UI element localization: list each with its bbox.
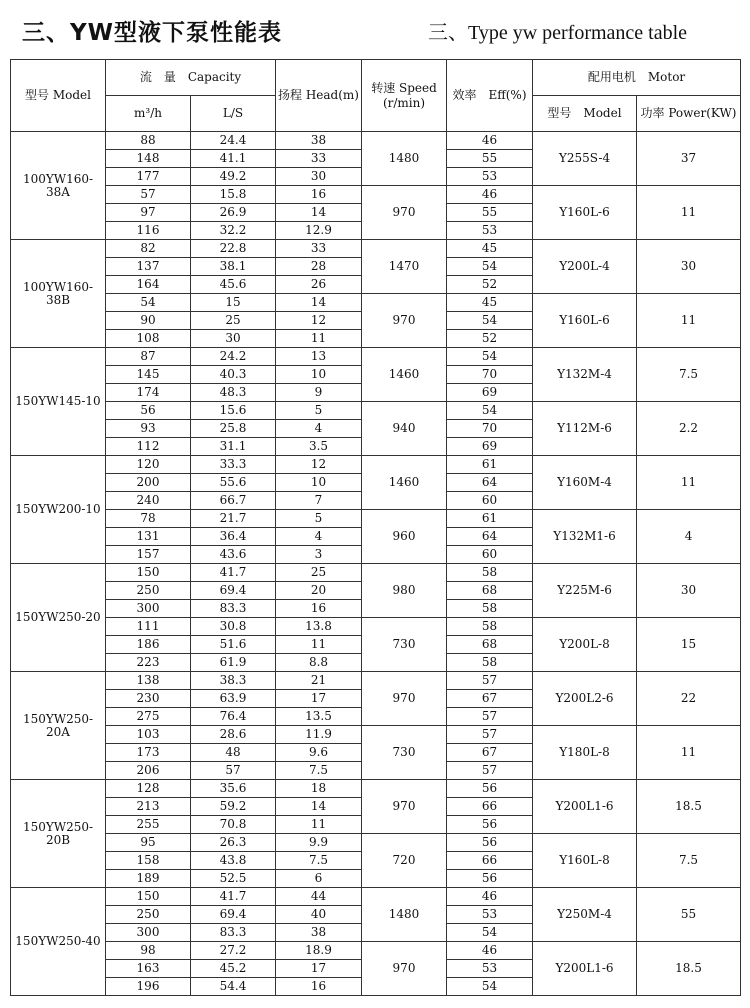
head-cell: 16 [276, 978, 362, 996]
efficiency-cell: 66 [447, 798, 533, 816]
efficiency-cell: 46 [447, 942, 533, 960]
efficiency-cell: 67 [447, 744, 533, 762]
flow-m3h-cell: 120 [106, 456, 191, 474]
flow-m3h-cell: 78 [106, 510, 191, 528]
speed-cell: 1480 [362, 132, 447, 186]
efficiency-cell: 46 [447, 186, 533, 204]
speed-cell: 730 [362, 618, 447, 672]
speed-cell: 730 [362, 726, 447, 780]
motor-model-cell: Y255S-4 [533, 132, 637, 186]
head-cell: 38 [276, 132, 362, 150]
efficiency-cell: 67 [447, 690, 533, 708]
flow-m3h-cell: 108 [106, 330, 191, 348]
speed-cell: 970 [362, 186, 447, 240]
motor-model-cell: Y180L-8 [533, 726, 637, 780]
flow-m3h-cell: 250 [106, 906, 191, 924]
model-cell: 100YW160-38B [11, 240, 106, 348]
efficiency-cell: 53 [447, 222, 533, 240]
flow-m3h-cell: 148 [106, 150, 191, 168]
table-row [11, 132, 741, 150]
table-row [11, 834, 741, 852]
efficiency-cell: 54 [447, 402, 533, 420]
flow-ls-cell: 38.1 [191, 258, 276, 276]
flow-m3h-cell: 250 [106, 582, 191, 600]
head-cell: 9 [276, 384, 362, 402]
motor-power-cell: 11 [637, 456, 741, 510]
efficiency-cell: 70 [447, 366, 533, 384]
head-cell: 44 [276, 888, 362, 906]
flow-m3h-cell: 54 [106, 294, 191, 312]
table-body [11, 132, 741, 996]
flow-ls-cell: 26.9 [191, 204, 276, 222]
flow-ls-cell: 48.3 [191, 384, 276, 402]
head-cell: 25 [276, 564, 362, 582]
flow-ls-cell: 26.3 [191, 834, 276, 852]
head-cell: 14 [276, 294, 362, 312]
flow-m3h-cell: 240 [106, 492, 191, 510]
flow-m3h-cell: 189 [106, 870, 191, 888]
flow-ls-cell: 25 [191, 312, 276, 330]
head-cell: 8.8 [276, 654, 362, 672]
header-efficiency: 效率 Eff(%) [447, 60, 533, 132]
speed-cell: 980 [362, 564, 447, 618]
flow-ls-cell: 15.8 [191, 186, 276, 204]
flow-m3h-cell: 145 [106, 366, 191, 384]
table-row [11, 402, 741, 420]
flow-m3h-cell: 173 [106, 744, 191, 762]
header-ls: L/S [191, 96, 276, 132]
flow-m3h-cell: 206 [106, 762, 191, 780]
flow-ls-cell: 33.3 [191, 456, 276, 474]
efficiency-cell: 68 [447, 582, 533, 600]
table-row [11, 294, 741, 312]
motor-model-cell: Y200L1-6 [533, 942, 637, 996]
motor-model-cell: Y132M-4 [533, 348, 637, 402]
flow-m3h-cell: 158 [106, 852, 191, 870]
motor-power-cell: 30 [637, 240, 741, 294]
flow-ls-cell: 22.8 [191, 240, 276, 258]
head-cell: 40 [276, 906, 362, 924]
motor-power-cell: 15 [637, 618, 741, 672]
flow-m3h-cell: 164 [106, 276, 191, 294]
flow-m3h-cell: 275 [106, 708, 191, 726]
motor-model-cell: Y200L-8 [533, 618, 637, 672]
header-capacity: 流 量 Capacity [106, 60, 276, 96]
flow-ls-cell: 38.3 [191, 672, 276, 690]
flow-m3h-cell: 300 [106, 924, 191, 942]
flow-ls-cell: 36.4 [191, 528, 276, 546]
motor-power-cell: 22 [637, 672, 741, 726]
flow-m3h-cell: 95 [106, 834, 191, 852]
efficiency-cell: 58 [447, 654, 533, 672]
head-cell: 11 [276, 816, 362, 834]
motor-power-cell: 11 [637, 186, 741, 240]
flow-ls-cell: 15 [191, 294, 276, 312]
flow-m3h-cell: 300 [106, 600, 191, 618]
head-cell: 11 [276, 330, 362, 348]
motor-model-cell: Y200L2-6 [533, 672, 637, 726]
flow-m3h-cell: 150 [106, 564, 191, 582]
model-cell: 100YW160-38A [11, 132, 106, 240]
flow-m3h-cell: 137 [106, 258, 191, 276]
flow-m3h-cell: 163 [106, 960, 191, 978]
speed-cell: 720 [362, 834, 447, 888]
efficiency-cell: 69 [447, 384, 533, 402]
flow-ls-cell: 30 [191, 330, 276, 348]
efficiency-cell: 64 [447, 474, 533, 492]
flow-ls-cell: 41.7 [191, 888, 276, 906]
flow-m3h-cell: 88 [106, 132, 191, 150]
motor-power-cell: 7.5 [637, 834, 741, 888]
model-cell: 150YW250-20B [11, 780, 106, 888]
head-cell: 14 [276, 204, 362, 222]
efficiency-cell: 52 [447, 330, 533, 348]
flow-m3h-cell: 177 [106, 168, 191, 186]
head-cell: 33 [276, 240, 362, 258]
head-cell: 12 [276, 456, 362, 474]
motor-model-cell: Y200L-4 [533, 240, 637, 294]
flow-ls-cell: 45.2 [191, 960, 276, 978]
efficiency-cell: 70 [447, 420, 533, 438]
flow-ls-cell: 49.2 [191, 168, 276, 186]
performance-table [10, 59, 741, 996]
flow-ls-cell: 48 [191, 744, 276, 762]
table-row [11, 618, 741, 636]
motor-power-cell: 18.5 [637, 942, 741, 996]
flow-ls-cell: 57 [191, 762, 276, 780]
efficiency-cell: 54 [447, 312, 533, 330]
model-cell: 150YW250-40 [11, 888, 106, 996]
efficiency-cell: 53 [447, 906, 533, 924]
motor-power-cell: 7.5 [637, 348, 741, 402]
head-cell: 30 [276, 168, 362, 186]
model-cell: 150YW250-20 [11, 564, 106, 672]
motor-model-cell: Y160L-6 [533, 186, 637, 240]
flow-m3h-cell: 103 [106, 726, 191, 744]
table-row [11, 564, 741, 582]
efficiency-cell: 52 [447, 276, 533, 294]
flow-m3h-cell: 97 [106, 204, 191, 222]
flow-m3h-cell: 56 [106, 402, 191, 420]
flow-ls-cell: 52.5 [191, 870, 276, 888]
flow-ls-cell: 21.7 [191, 510, 276, 528]
motor-model-cell: Y112M-6 [533, 402, 637, 456]
header-motor: 配用电机 Motor [533, 60, 741, 96]
efficiency-cell: 56 [447, 780, 533, 798]
flow-m3h-cell: 111 [106, 618, 191, 636]
flow-m3h-cell: 230 [106, 690, 191, 708]
flow-ls-cell: 69.4 [191, 906, 276, 924]
flow-ls-cell: 59.2 [191, 798, 276, 816]
efficiency-cell: 60 [447, 546, 533, 564]
efficiency-cell: 68 [447, 636, 533, 654]
head-cell: 3 [276, 546, 362, 564]
flow-ls-cell: 45.6 [191, 276, 276, 294]
head-cell: 38 [276, 924, 362, 942]
head-cell: 12.9 [276, 222, 362, 240]
head-cell: 14 [276, 798, 362, 816]
flow-m3h-cell: 157 [106, 546, 191, 564]
flow-ls-cell: 40.3 [191, 366, 276, 384]
efficiency-cell: 57 [447, 708, 533, 726]
flow-m3h-cell: 196 [106, 978, 191, 996]
speed-cell: 1460 [362, 348, 447, 402]
head-cell: 13.5 [276, 708, 362, 726]
motor-power-cell: 11 [637, 726, 741, 780]
efficiency-cell: 69 [447, 438, 533, 456]
head-cell: 18 [276, 780, 362, 798]
motor-power-cell: 37 [637, 132, 741, 186]
flow-ls-cell: 43.8 [191, 852, 276, 870]
efficiency-cell: 54 [447, 348, 533, 366]
flow-ls-cell: 15.6 [191, 402, 276, 420]
flow-m3h-cell: 200 [106, 474, 191, 492]
flow-ls-cell: 70.8 [191, 816, 276, 834]
motor-power-cell: 18.5 [637, 780, 741, 834]
motor-power-cell: 4 [637, 510, 741, 564]
flow-ls-cell: 83.3 [191, 924, 276, 942]
flow-m3h-cell: 98 [106, 942, 191, 960]
speed-cell: 940 [362, 402, 447, 456]
motor-model-cell: Y160L-6 [533, 294, 637, 348]
flow-ls-cell: 30.8 [191, 618, 276, 636]
speed-cell: 970 [362, 672, 447, 726]
efficiency-cell: 57 [447, 672, 533, 690]
model-cell: 150YW145-10 [11, 348, 106, 456]
header-speed: 转速 Speed (r/min) [362, 60, 447, 132]
table-row [11, 942, 741, 960]
head-cell: 21 [276, 672, 362, 690]
flow-ls-cell: 25.8 [191, 420, 276, 438]
motor-power-cell: 11 [637, 294, 741, 348]
flow-ls-cell: 69.4 [191, 582, 276, 600]
head-cell: 11 [276, 636, 362, 654]
efficiency-cell: 46 [447, 132, 533, 150]
head-cell: 11.9 [276, 726, 362, 744]
header-motor-model: 型号 Model [533, 96, 637, 132]
motor-model-cell: Y225M-6 [533, 564, 637, 618]
flow-m3h-cell: 213 [106, 798, 191, 816]
head-cell: 7.5 [276, 852, 362, 870]
head-cell: 7.5 [276, 762, 362, 780]
table-row [11, 240, 741, 258]
efficiency-cell: 61 [447, 510, 533, 528]
table-row [11, 186, 741, 204]
efficiency-cell: 46 [447, 888, 533, 906]
head-cell: 5 [276, 510, 362, 528]
head-cell: 18.9 [276, 942, 362, 960]
motor-model-cell: Y250M-4 [533, 888, 637, 942]
speed-cell: 970 [362, 294, 447, 348]
efficiency-cell: 64 [447, 528, 533, 546]
flow-ls-cell: 66.7 [191, 492, 276, 510]
efficiency-cell: 61 [447, 456, 533, 474]
speed-cell: 960 [362, 510, 447, 564]
table-row [11, 780, 741, 798]
flow-m3h-cell: 112 [106, 438, 191, 456]
flow-m3h-cell: 150 [106, 888, 191, 906]
flow-m3h-cell: 131 [106, 528, 191, 546]
flow-m3h-cell: 186 [106, 636, 191, 654]
flow-m3h-cell: 90 [106, 312, 191, 330]
head-cell: 10 [276, 366, 362, 384]
table-row [11, 348, 741, 366]
head-cell: 5 [276, 402, 362, 420]
head-cell: 33 [276, 150, 362, 168]
speed-cell: 970 [362, 942, 447, 996]
motor-power-cell: 30 [637, 564, 741, 618]
header-model: 型号 Model [11, 60, 106, 132]
flow-ls-cell: 63.9 [191, 690, 276, 708]
header-head: 扬程 Head(m) [276, 60, 362, 132]
model-cell: 150YW250-20A [11, 672, 106, 780]
head-cell: 7 [276, 492, 362, 510]
flow-ls-cell: 31.1 [191, 438, 276, 456]
efficiency-cell: 54 [447, 978, 533, 996]
head-cell: 9.9 [276, 834, 362, 852]
head-cell: 17 [276, 960, 362, 978]
flow-ls-cell: 41.7 [191, 564, 276, 582]
flow-ls-cell: 83.3 [191, 600, 276, 618]
header-motor-power: 功率 Power(KW) [637, 96, 741, 132]
head-cell: 6 [276, 870, 362, 888]
flow-ls-cell: 24.2 [191, 348, 276, 366]
head-cell: 12 [276, 312, 362, 330]
model-cell: 150YW200-10 [11, 456, 106, 564]
flow-m3h-cell: 57 [106, 186, 191, 204]
efficiency-cell: 56 [447, 870, 533, 888]
flow-m3h-cell: 128 [106, 780, 191, 798]
page-title-english: 三、Type yw performance table [428, 22, 688, 44]
flow-m3h-cell: 116 [106, 222, 191, 240]
flow-ls-cell: 51.6 [191, 636, 276, 654]
page-title-chinese: 三、YW型液下泵性能表 [22, 20, 283, 46]
flow-m3h-cell: 223 [106, 654, 191, 672]
efficiency-cell: 54 [447, 258, 533, 276]
motor-power-cell: 2.2 [637, 402, 741, 456]
flow-ls-cell: 43.6 [191, 546, 276, 564]
speed-cell: 970 [362, 780, 447, 834]
motor-model-cell: Y200L1-6 [533, 780, 637, 834]
table-row [11, 888, 741, 906]
efficiency-cell: 56 [447, 834, 533, 852]
flow-ls-cell: 55.6 [191, 474, 276, 492]
efficiency-cell: 58 [447, 564, 533, 582]
efficiency-cell: 56 [447, 816, 533, 834]
efficiency-cell: 55 [447, 150, 533, 168]
table-row [11, 510, 741, 528]
flow-m3h-cell: 174 [106, 384, 191, 402]
head-cell: 17 [276, 690, 362, 708]
head-cell: 13 [276, 348, 362, 366]
header-m3h: m³/h [106, 96, 191, 132]
motor-power-cell: 55 [637, 888, 741, 942]
motor-model-cell: Y160M-4 [533, 456, 637, 510]
head-cell: 13.8 [276, 618, 362, 636]
table-row [11, 456, 741, 474]
speed-cell: 1470 [362, 240, 447, 294]
flow-ls-cell: 28.6 [191, 726, 276, 744]
flow-ls-cell: 76.4 [191, 708, 276, 726]
head-cell: 26 [276, 276, 362, 294]
efficiency-cell: 58 [447, 600, 533, 618]
flow-m3h-cell: 82 [106, 240, 191, 258]
efficiency-cell: 60 [447, 492, 533, 510]
flow-ls-cell: 41.1 [191, 150, 276, 168]
flow-ls-cell: 27.2 [191, 942, 276, 960]
motor-model-cell: Y160L-8 [533, 834, 637, 888]
head-cell: 16 [276, 600, 362, 618]
speed-cell: 1480 [362, 888, 447, 942]
table-row [11, 726, 741, 744]
flow-ls-cell: 32.2 [191, 222, 276, 240]
efficiency-cell: 57 [447, 762, 533, 780]
head-cell: 4 [276, 528, 362, 546]
head-cell: 16 [276, 186, 362, 204]
efficiency-cell: 53 [447, 960, 533, 978]
efficiency-cell: 55 [447, 204, 533, 222]
efficiency-cell: 45 [447, 294, 533, 312]
flow-m3h-cell: 93 [106, 420, 191, 438]
flow-ls-cell: 35.6 [191, 780, 276, 798]
head-cell: 9.6 [276, 744, 362, 762]
efficiency-cell: 58 [447, 618, 533, 636]
head-cell: 3.5 [276, 438, 362, 456]
flow-ls-cell: 54.4 [191, 978, 276, 996]
efficiency-cell: 45 [447, 240, 533, 258]
head-cell: 4 [276, 420, 362, 438]
flow-m3h-cell: 138 [106, 672, 191, 690]
speed-cell: 1460 [362, 456, 447, 510]
efficiency-cell: 57 [447, 726, 533, 744]
flow-ls-cell: 61.9 [191, 654, 276, 672]
flow-ls-cell: 24.4 [191, 132, 276, 150]
efficiency-cell: 66 [447, 852, 533, 870]
motor-model-cell: Y132M1-6 [533, 510, 637, 564]
flow-m3h-cell: 87 [106, 348, 191, 366]
head-cell: 20 [276, 582, 362, 600]
efficiency-cell: 53 [447, 168, 533, 186]
table-row [11, 672, 741, 690]
efficiency-cell: 54 [447, 924, 533, 942]
head-cell: 28 [276, 258, 362, 276]
head-cell: 10 [276, 474, 362, 492]
flow-m3h-cell: 255 [106, 816, 191, 834]
